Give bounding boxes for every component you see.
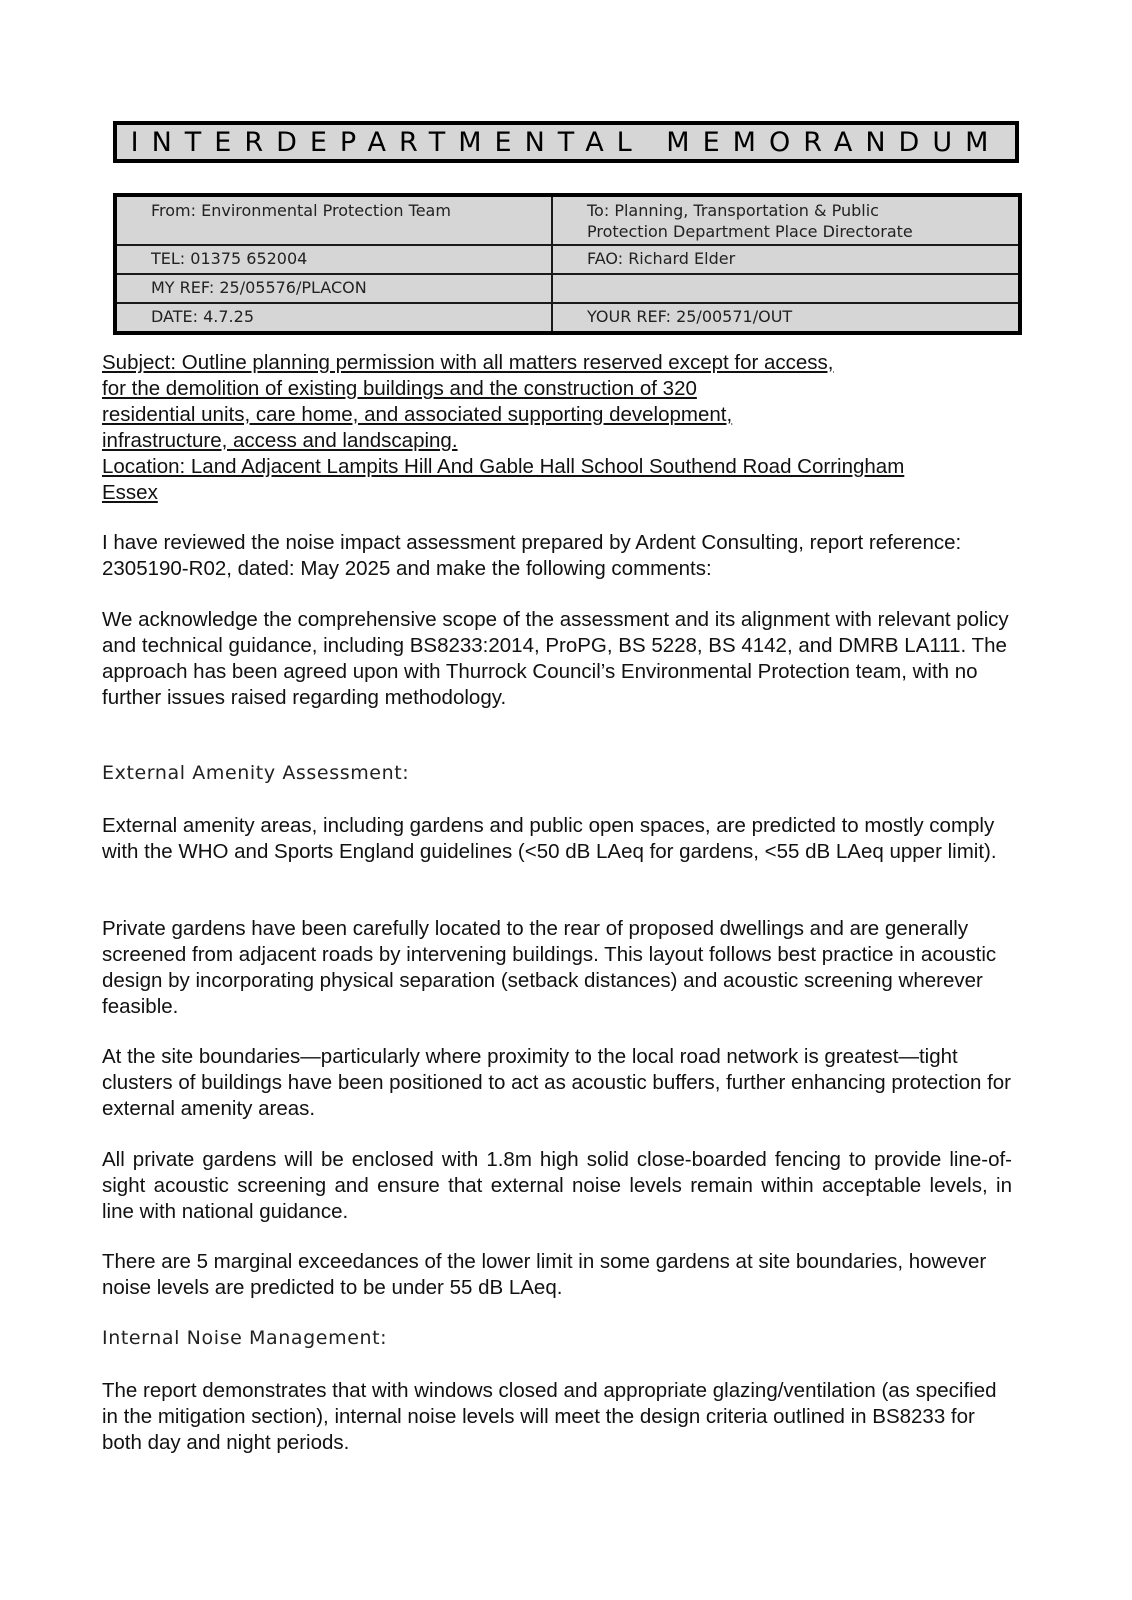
- to-cell: [552, 195, 1020, 245]
- memo-title: INTERDEPARTMENTAL MEMORANDUM: [113, 121, 1019, 163]
- tel-cell: TEL: 01375 652004: [115, 245, 552, 274]
- location-line-1: Location: Land Adjacent Lampits Hill And Gable Hall School Southend Road Corringham: [102, 455, 905, 478]
- internal-paragraph-1: The report demonstrates that with windows closed and appropriate glazing/ventilation (as specified in the mitigation section), internal noise levels will meet the design criteria outlined in BS8233 for both day and night periods.: [102, 1379, 997, 1454]
- subject-block: [102, 350, 1012, 506]
- your-ref-cell: YOUR REF: 25/00571/OUT: [552, 303, 1020, 333]
- fao-cell: FAO: Richard Elder: [552, 245, 1020, 274]
- header-row-from-to: [115, 195, 1020, 245]
- my-ref-right-cell: [552, 274, 1020, 303]
- header-row-my-ref: [115, 274, 1020, 303]
- internal-noise-heading: Internal Noise Management:: [102, 1327, 388, 1349]
- to-line-1: To: Planning, Transportation & Public: [587, 201, 879, 220]
- acknowledge-paragraph: We acknowledge the comprehensive scope of the assessment and its alignment with relevant policy and technical guidance, including BS8233:2014, ProPG, BS 5228, BS 4142, and DMRB LA111. The approach has been agreed upon with Thurrock Council’s Environmental Protection team, with no further issues raised regarding methodology.: [102, 608, 1009, 709]
- my-ref-cell: MY REF: 25/05576/PLACON: [115, 274, 552, 303]
- to-line-2: Protection Department Place Directorate: [587, 222, 913, 241]
- external-paragraph-1: External amenity areas, including gardens and public open spaces, are predicted to mostly comply with the WHO and Sports England guidelines (<50 dB LAeq for gardens, <55 dB LAeq upper limit).: [102, 814, 997, 863]
- header-row-date-your-ref: [115, 303, 1020, 333]
- memo-header-table: [113, 193, 1022, 335]
- external-paragraph-2: Private gardens have been carefully located to the rear of proposed dwellings and are generally screened from adjacent roads by intervening buildings. This layout follows best practice in acoustic design by incorporating physical separation (setback distances) and acoustic screening wherever feasible.: [102, 917, 997, 1018]
- subject-line-1: Subject: Outline planning permission with all matters reserved except for access,: [102, 351, 834, 374]
- subject-line-2: for the demolition of existing buildings and the construction of 320: [102, 377, 697, 400]
- from-cell: From: Environmental Protection Team: [115, 195, 552, 245]
- location-line-2: Essex: [102, 481, 158, 504]
- external-paragraph-5: There are 5 marginal exceedances of the lower limit in some gardens at site boundaries, however noise levels are predicted to be under 55 dB LAeq.: [102, 1250, 987, 1299]
- subject-line-4: infrastructure, access and landscaping.: [102, 429, 458, 452]
- external-paragraph-4: All private gardens will be enclosed with 1.8m high solid close-boarded fencing to provide line-of-sight acoustic screening and ensure that external noise levels remain within acceptable levels, in line with national guidance.: [102, 1148, 1012, 1223]
- subject-line-3: residential units, care home, and associated supporting development,: [102, 403, 733, 426]
- external-paragraph-3: At the site boundaries—particularly where proximity to the local road network is greatest—tight clusters of buildings have been positioned to act as acoustic buffers, further enhancing protection for external amenity areas.: [102, 1045, 1012, 1120]
- date-cell: DATE: 4.7.25: [115, 303, 552, 333]
- external-amenity-heading: External Amenity Assessment:: [102, 762, 410, 784]
- review-paragraph: I have reviewed the noise impact assessment prepared by Ardent Consulting, report reference: 2305190-R02, dated: May 2025 and make the following comments:: [102, 531, 962, 580]
- header-row-tel-fao: [115, 245, 1020, 274]
